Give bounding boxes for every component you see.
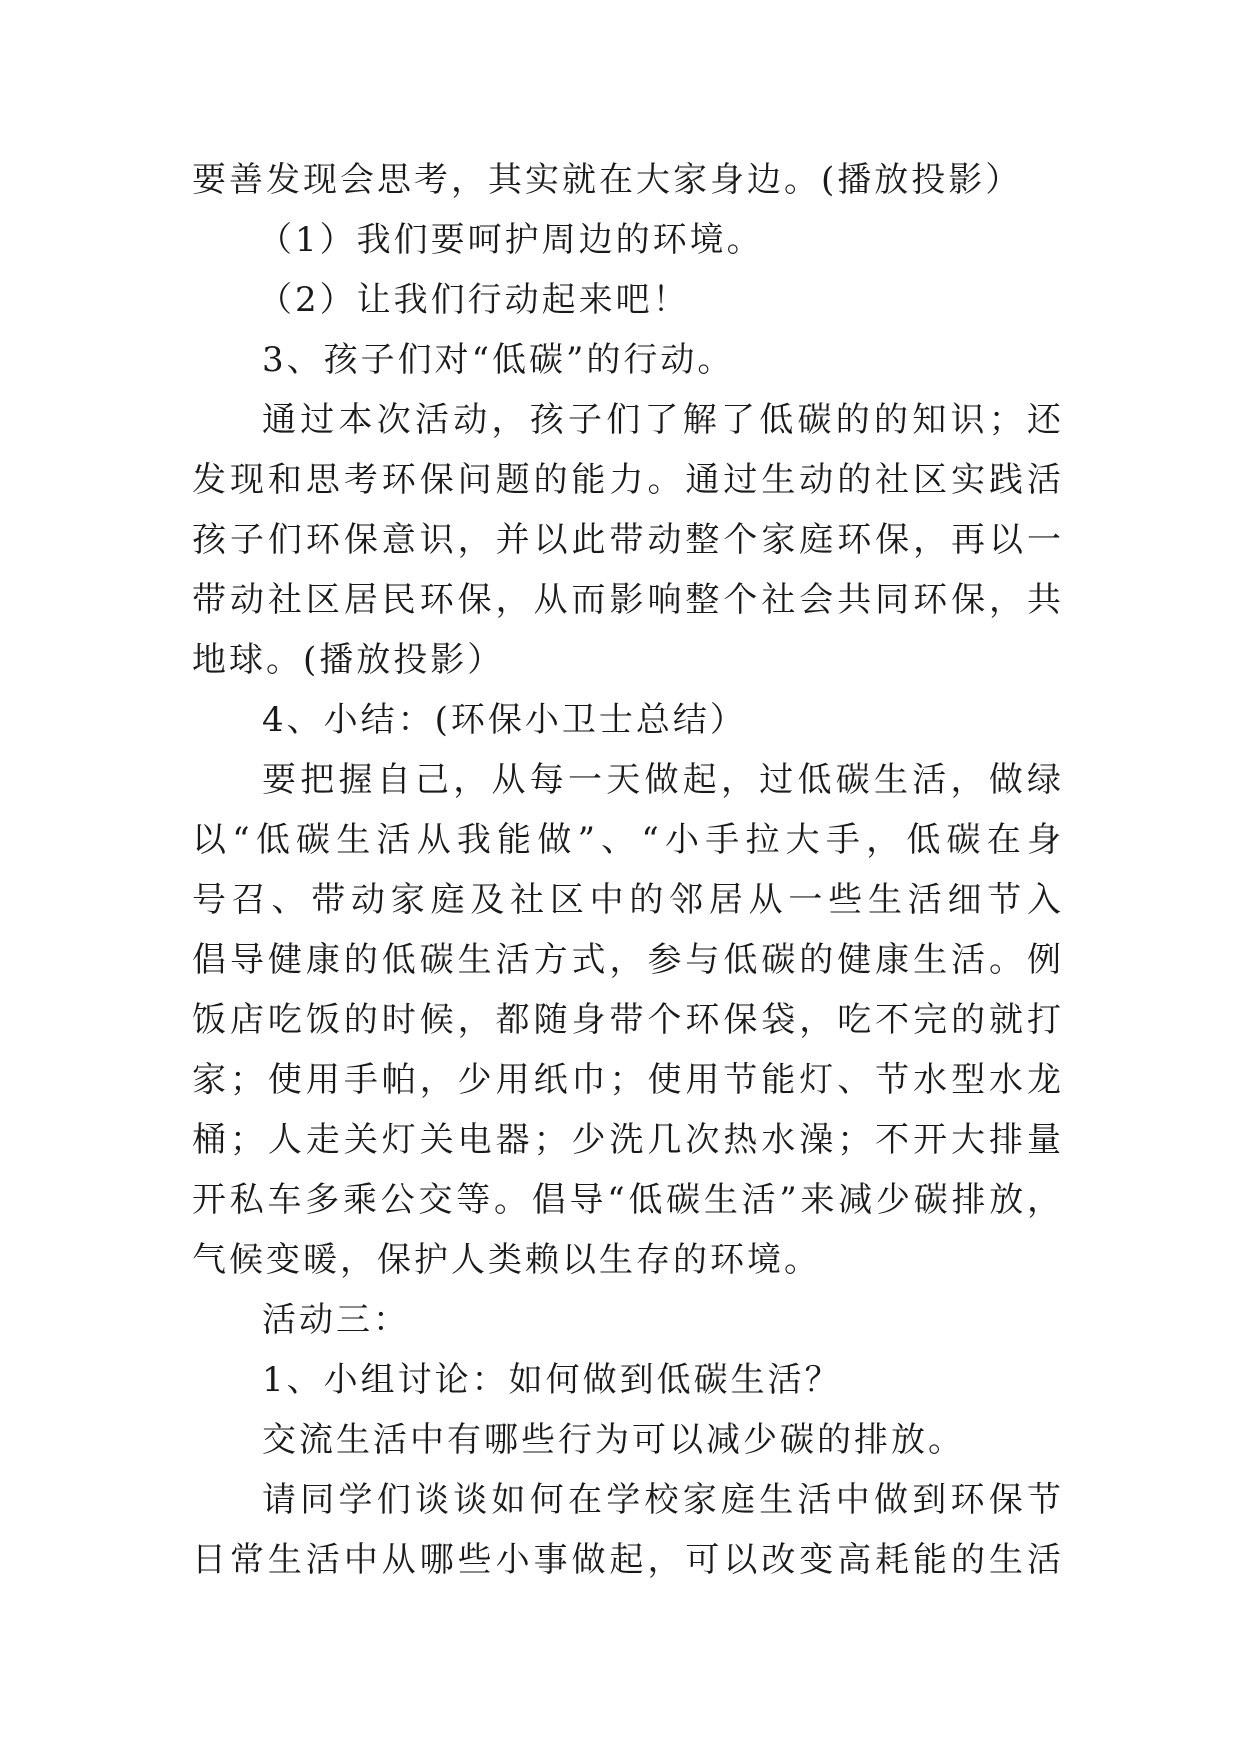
paragraph-line: 带动社区居民环保，从而影响整个社会共同环保，共 xyxy=(192,580,1064,620)
section-heading-4: 4、小结：(环保小卫士总结） xyxy=(262,700,747,740)
paragraph-line: 号召、带动家庭及社区中的邻居从一些生活细节入 xyxy=(192,880,1064,920)
paragraph-line: 通过本次活动，孩子们了解了低碳的的知识；还 xyxy=(262,400,1064,440)
paragraph-line: 发现和思考环保问题的能力。通过生动的社区实践活 xyxy=(192,460,1064,500)
section-heading-1: 1、小组讨论：如何做到低碳生活？ xyxy=(262,1360,842,1400)
document-body xyxy=(192,150,1064,1590)
paragraph-line: 日常生活中从哪些小事做起，可以改变高耗能的生活 xyxy=(192,1540,1064,1580)
list-item-2: （2）让我们行动起来吧！ xyxy=(258,280,690,320)
paragraph-line: 孩子们环保意识，并以此带动整个家庭环保，再以一 xyxy=(192,520,1064,560)
section-heading-3: 3、孩子们对“低碳”的行动。 xyxy=(262,340,735,380)
paragraph-line: 要把握自己，从每一天做起，过低碳生活，做绿 xyxy=(262,760,1064,800)
text-line: 要善发现会思考，其实就在大家身边。(播放投影） xyxy=(192,160,1023,200)
paragraph-line: 开私车多乘公交等。倡导“低碳生活”来减少碳排放， xyxy=(192,1180,1064,1220)
paragraph-line: 以“低碳生活从我能做”、“小手拉大手，低碳在身 xyxy=(192,820,1064,860)
paragraph-line: 地球。(播放投影） xyxy=(192,640,505,680)
paragraph-line: 气候变暖，保护人类赖以生存的环境。 xyxy=(192,1240,821,1280)
paragraph-line: 桶；人走关灯关电器；少洗几次热水澡；不开大排量 xyxy=(192,1120,1064,1160)
paragraph-line: 倡导健康的低碳生活方式，参与低碳的健康生活。例 xyxy=(192,940,1064,980)
paragraph-line: 家；使用手帕，少用纸巾；使用节能灯、节水型水龙 xyxy=(192,1060,1064,1100)
list-item-1: （1）我们要呵护周边的环境。 xyxy=(258,220,764,260)
paragraph-line: 交流生活中有哪些行为可以减少碳的排放。 xyxy=(262,1420,965,1460)
activity-heading: 活动三： xyxy=(262,1300,410,1340)
paragraph-line: 饭店吃饭的时候，都随身带个环保袋，吃不完的就打 xyxy=(192,1000,1064,1040)
paragraph-line: 请同学们谈谈如何在学校家庭生活中做到环保节 xyxy=(262,1480,1064,1520)
